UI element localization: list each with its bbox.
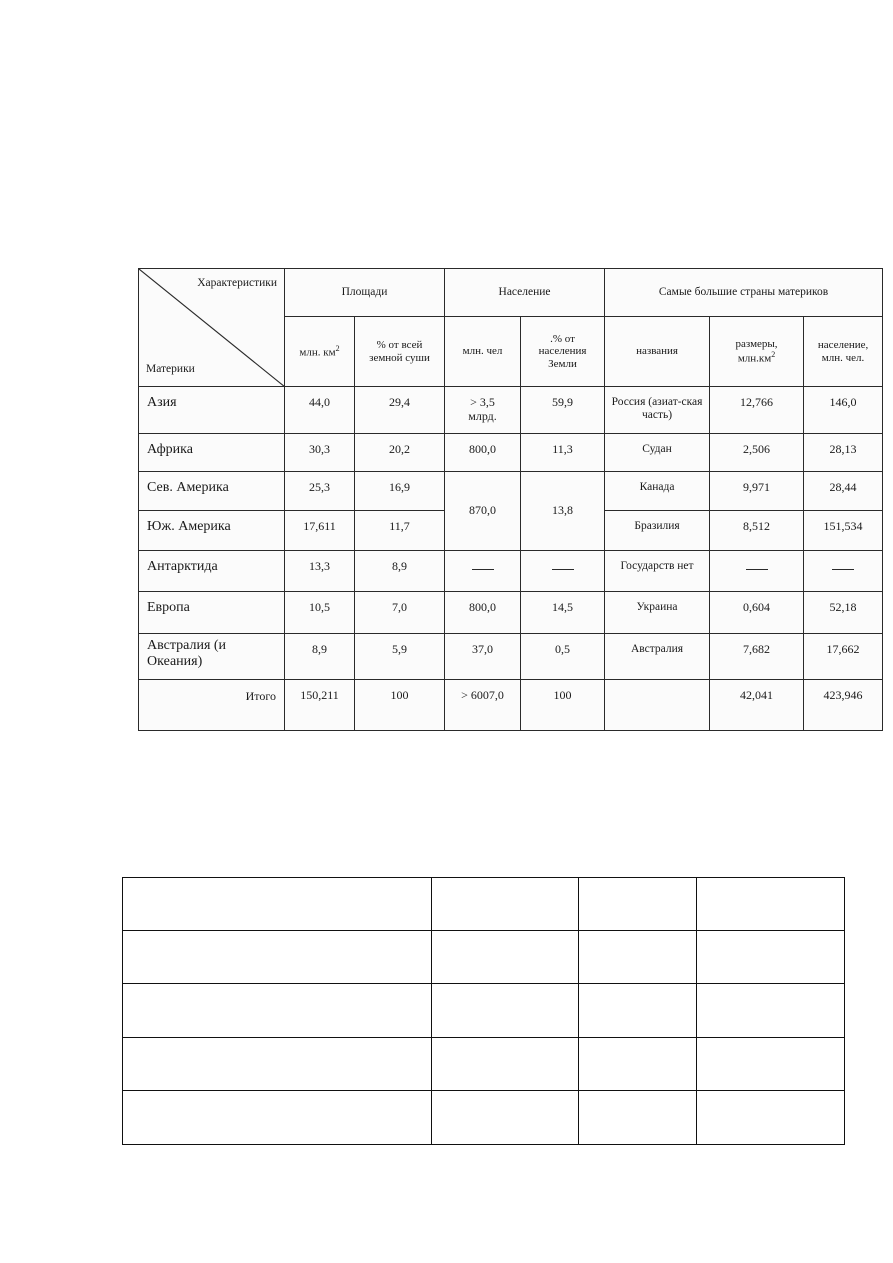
area-value: 17,611	[285, 511, 355, 551]
country-size-value: 12,766	[710, 387, 804, 434]
country-pop-value: 28,13	[804, 434, 883, 472]
blank-cell[interactable]	[123, 1038, 432, 1091]
blank-row	[123, 878, 845, 931]
total-label: Итого	[139, 680, 285, 731]
group-header-population: Население	[445, 269, 605, 317]
blank-cell[interactable]	[697, 1091, 845, 1145]
total-area-pct: 100	[355, 680, 445, 731]
country-name: Украина	[605, 592, 710, 634]
pop-pct-value: 59,9	[521, 387, 605, 434]
country-size-value: 7,682	[710, 634, 804, 680]
corner-header-cell	[139, 269, 285, 387]
area-value: 8,9	[285, 634, 355, 680]
blank-cell[interactable]	[697, 984, 845, 1038]
country-size-value: 9,971	[710, 472, 804, 511]
empty-dash	[521, 551, 605, 592]
blank-cell[interactable]	[123, 1091, 432, 1145]
corner-top-label: Характеристики	[197, 277, 277, 289]
country-name: Австралия	[605, 634, 710, 680]
country-pop-value: 28,44	[804, 472, 883, 511]
blank-cell[interactable]	[697, 931, 845, 984]
area-pct-value: 8,9	[355, 551, 445, 592]
table-row	[139, 434, 883, 472]
blank-cell[interactable]	[123, 878, 432, 931]
pop-pct-value: 11,3	[521, 434, 605, 472]
continent-name: Австралия (и Океания)	[139, 634, 285, 680]
country-pop-value: 146,0	[804, 387, 883, 434]
country-size-value: 8,512	[710, 511, 804, 551]
pop-value: 800,0	[445, 434, 521, 472]
group-header-countries: Самые большие страны материков	[605, 269, 883, 317]
country-size-value: 0,604	[710, 592, 804, 634]
empty-dash	[445, 551, 521, 592]
subheader-country-size: размеры, $млн.км^2$	[710, 317, 804, 387]
blank-cell[interactable]	[579, 931, 697, 984]
area-value: 30,3	[285, 434, 355, 472]
total-country-size: 42,041	[710, 680, 804, 731]
blank-cell[interactable]	[123, 931, 432, 984]
area-value: 25,3	[285, 472, 355, 511]
area-value: 44,0	[285, 387, 355, 434]
country-name: Судан	[605, 434, 710, 472]
blank-cell[interactable]	[697, 1038, 845, 1091]
area-value: 10,5	[285, 592, 355, 634]
country-pop-value: 52,18	[804, 592, 883, 634]
table-row	[139, 634, 883, 680]
blank-cell[interactable]	[697, 878, 845, 931]
group-header-area: Площади	[285, 269, 445, 317]
area-value: 13,3	[285, 551, 355, 592]
table-row	[139, 472, 883, 511]
area-pct-value: 29,4	[355, 387, 445, 434]
continent-name: Африка	[139, 434, 285, 472]
blank-row	[123, 1038, 845, 1091]
continents-table	[138, 268, 883, 731]
table-row	[139, 387, 883, 434]
country-name: Государств нет	[605, 551, 710, 592]
area-pct-value: 16,9	[355, 472, 445, 511]
subheader-pop-mln: млн. чел	[445, 317, 521, 387]
pop-pct-value: 0,5	[521, 634, 605, 680]
country-pop-value: 151,534	[804, 511, 883, 551]
area-pct-value: 5,9	[355, 634, 445, 680]
continent-name: Юж. Америка	[139, 511, 285, 551]
continent-name: Сев. Америка	[139, 472, 285, 511]
total-row	[139, 680, 883, 731]
blank-cell[interactable]	[432, 1038, 579, 1091]
blank-cell[interactable]	[579, 1091, 697, 1145]
corner-bottom-label: Материки	[146, 362, 195, 375]
blank-cell[interactable]	[579, 878, 697, 931]
country-name: Россия (азиат-ская часть)	[605, 387, 710, 434]
subheader-country-name: названия	[605, 317, 710, 387]
pop-value-americas: 870,0	[445, 472, 521, 551]
blank-cell[interactable]	[579, 984, 697, 1038]
empty-dash	[710, 551, 804, 592]
table-row	[139, 592, 883, 634]
blank-answer-table	[122, 877, 845, 1145]
table-row	[139, 551, 883, 592]
blank-cell[interactable]	[432, 878, 579, 931]
blank-cell[interactable]	[432, 1091, 579, 1145]
blank-row	[123, 1091, 845, 1145]
total-pop-pct: 100	[521, 680, 605, 731]
continent-name: Европа	[139, 592, 285, 634]
area-pct-value: 11,7	[355, 511, 445, 551]
blank-row	[123, 931, 845, 984]
country-size-value: 2,506	[710, 434, 804, 472]
country-pop-value: 17,662	[804, 634, 883, 680]
empty-dash	[804, 551, 883, 592]
pop-pct-value-americas: 13,8	[521, 472, 605, 551]
blank-row	[123, 984, 845, 1038]
total-country-empty	[605, 680, 710, 731]
blank-cell[interactable]	[432, 984, 579, 1038]
subheader-area-km: млн. $км^2$	[285, 317, 355, 387]
total-pop: > 6007,0	[445, 680, 521, 731]
total-area: 150,211	[285, 680, 355, 731]
pop-value: 37,0	[445, 634, 521, 680]
country-name: Канада	[605, 472, 710, 511]
area-pct-value: 7,0	[355, 592, 445, 634]
blank-cell[interactable]	[579, 1038, 697, 1091]
subheader-area-pct: % от всей земной суши	[355, 317, 445, 387]
total-country-pop: 423,946	[804, 680, 883, 731]
continent-name: Азия	[139, 387, 285, 434]
area-pct-value: 20,2	[355, 434, 445, 472]
country-name: Бразилия	[605, 511, 710, 551]
subheader-country-pop: население, млн. чел.	[804, 317, 883, 387]
continent-name: Антарктида	[139, 551, 285, 592]
pop-value: > 3,5 млрд.	[445, 387, 521, 434]
blank-cell[interactable]	[123, 984, 432, 1038]
blank-cell[interactable]	[432, 931, 579, 984]
subheader-pop-pct: .% от населения Земли	[521, 317, 605, 387]
pop-pct-value: 14,5	[521, 592, 605, 634]
pop-value: 800,0	[445, 592, 521, 634]
